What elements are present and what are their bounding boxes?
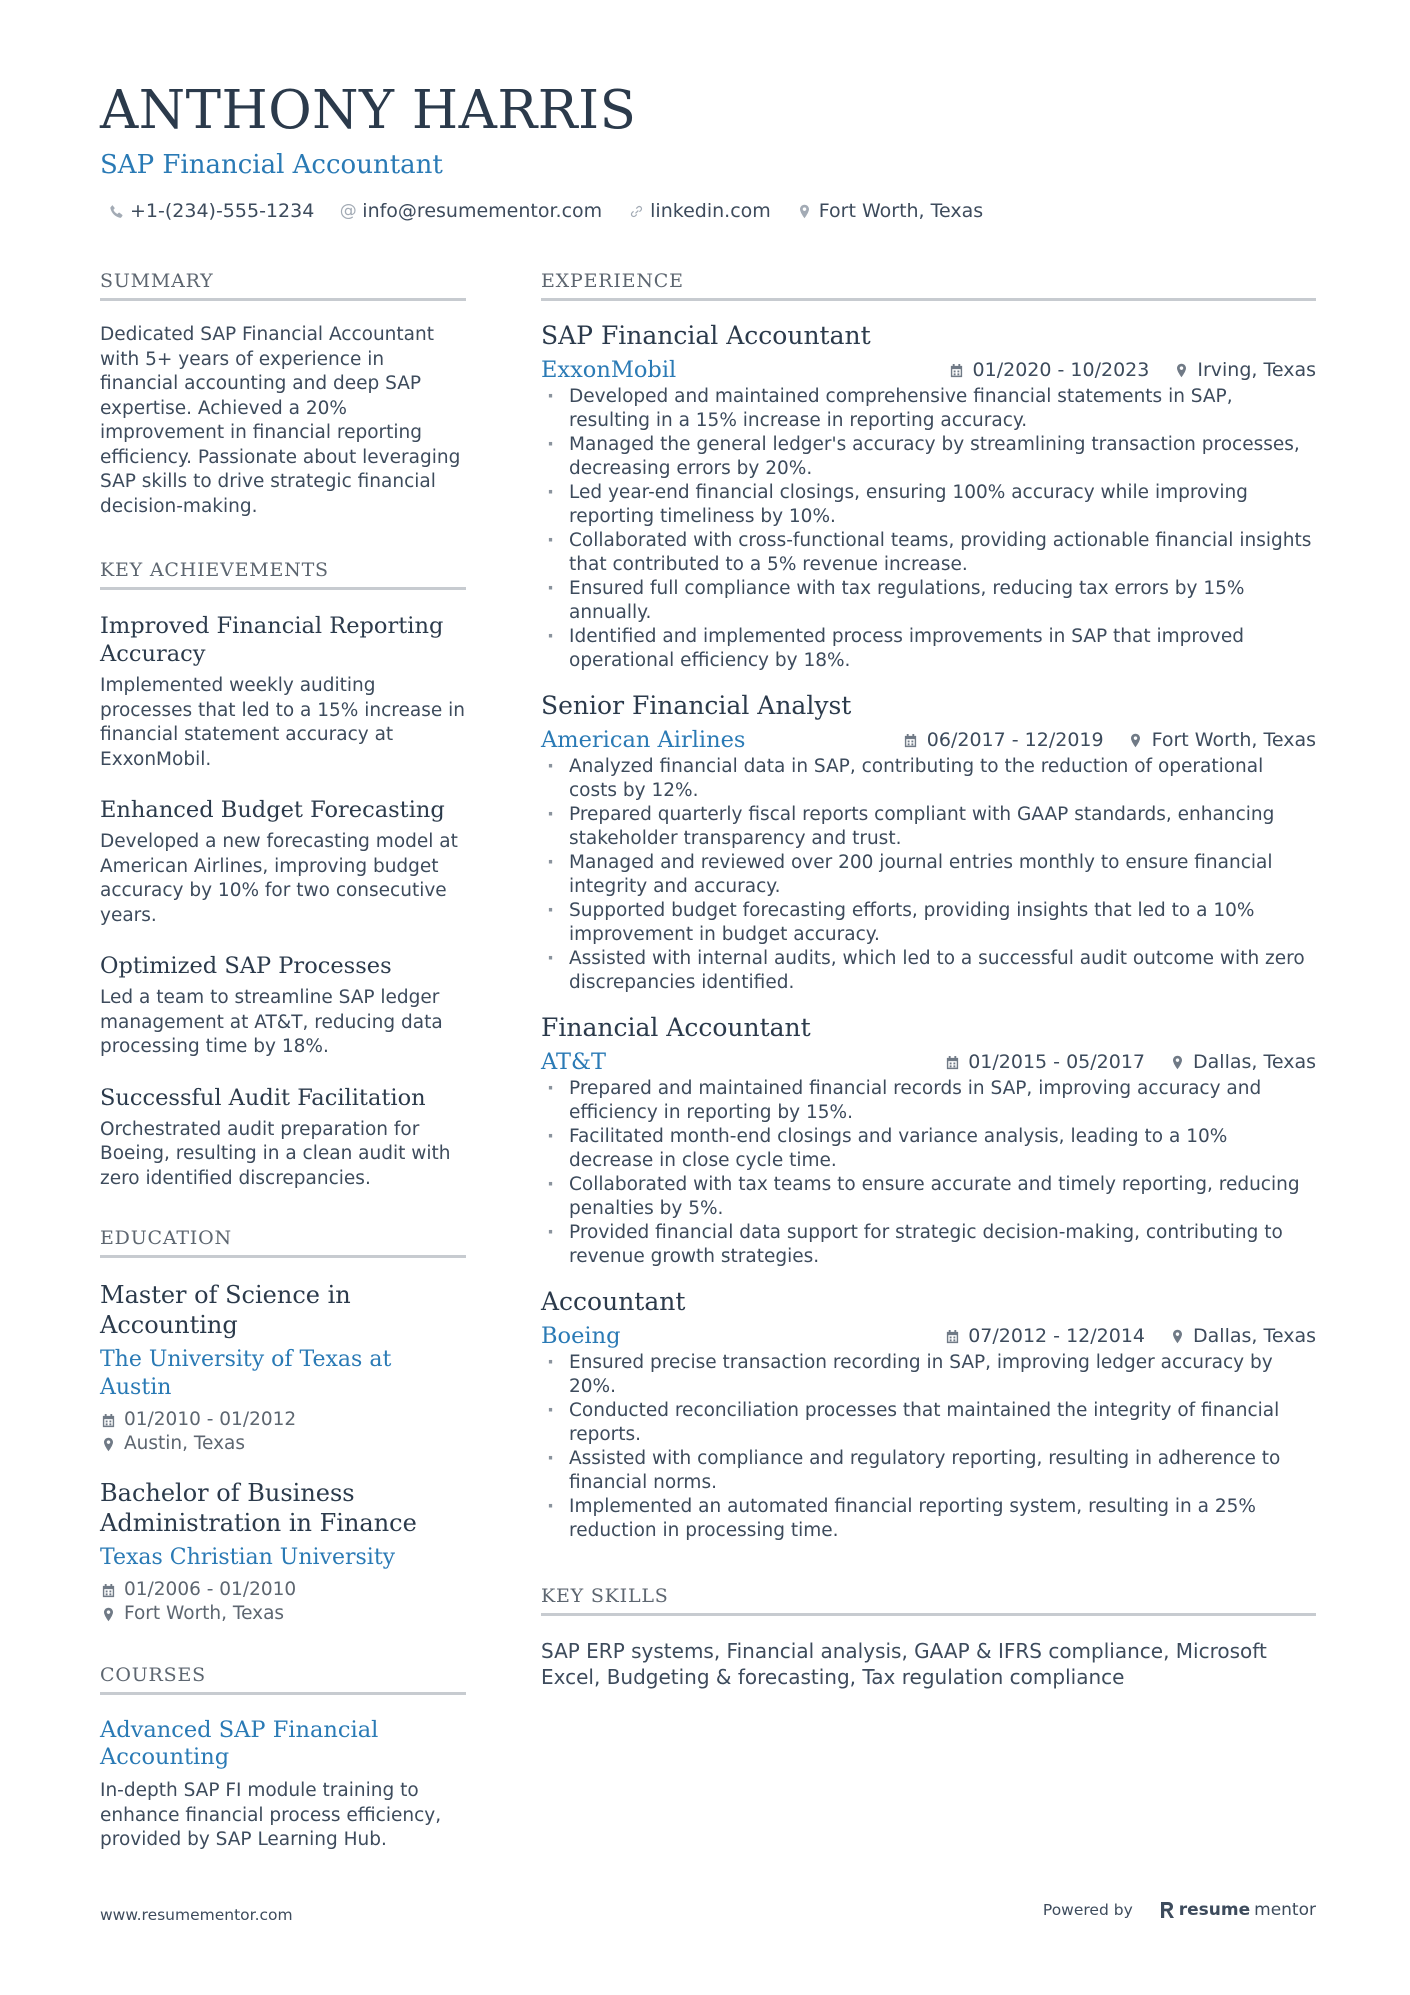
job-title: SAP Financial Accountant: [541, 321, 871, 350]
job-bullet: · Conducted reconciliation processes that maintained the integrity of financial reports.: [541, 1399, 1316, 1447]
phone-icon: [108, 203, 124, 219]
brand-mark-icon: [1159, 1901, 1175, 1919]
map-pin-icon: [1128, 732, 1144, 748]
calendar-icon: [100, 1412, 116, 1428]
job-bullet: · Facilitated month-end closings and variance analysis, leading to a 10% decrease in close cycle time.: [541, 1125, 1316, 1173]
at-icon: @: [339, 201, 357, 221]
courses-heading: COURSES: [100, 1664, 466, 1695]
experience-heading: EXPERIENCE: [541, 270, 1316, 301]
contact-location-text: Fort Worth, Texas: [818, 200, 984, 222]
job-item: [541, 691, 1316, 995]
job-bullet: · Managed the general ledger's accuracy by streamlining transaction processes, decreasing errors by 20%.: [541, 433, 1316, 481]
contact-email[interactable]: [340, 200, 602, 222]
job-row: [541, 1049, 1316, 1075]
job-item: [541, 321, 1316, 673]
calendar-icon: [100, 1582, 116, 1598]
job-meta: [944, 1051, 1316, 1073]
education-dates: [100, 1408, 466, 1432]
calendar-icon: [944, 1328, 960, 1344]
job-item: [541, 1013, 1316, 1269]
job-dates-text: 07/2012 - 12/2014: [968, 1325, 1146, 1347]
achievement-item: [100, 612, 466, 772]
education-school: The University of Texas at Austin: [100, 1347, 392, 1400]
contact-location: [797, 200, 983, 222]
education-location: [100, 1602, 466, 1626]
job-item: [541, 1287, 1316, 1543]
achievement-text: Implemented weekly auditing processes that led to a 15% increase in financial statement accuracy at ExxonMobil.: [100, 675, 465, 770]
education-dates-text: 01/2006 - 01/2010: [124, 1579, 297, 1600]
course-title: Advanced SAP Financial Accounting: [100, 1717, 379, 1770]
job-bullet: · Analyzed financial data in SAP, contributing to the reduction of operational costs by 12%.: [541, 755, 1316, 803]
education-item: [100, 1478, 466, 1626]
contact-linkedin-text: linkedin.com: [650, 200, 771, 222]
job-bullet: · Prepared quarterly fiscal reports compliant with GAAP standards, enhancing stakeholder transparency and trust.: [541, 803, 1316, 851]
education-degree: Master of Science in Accounting: [100, 1281, 351, 1339]
left-column: [100, 270, 466, 1853]
contact-bar: [108, 200, 983, 222]
candidate-role: SAP Financial Accountant: [100, 150, 443, 180]
job-title: Accountant: [541, 1287, 686, 1316]
course-item: [100, 1717, 466, 1853]
job-location: [1173, 359, 1316, 381]
job-row: [541, 1323, 1316, 1349]
job-dates: [949, 359, 1150, 381]
job-company: AT&T: [541, 1049, 607, 1075]
footer-website[interactable]: www.resumementor.com: [100, 1906, 293, 1924]
job-location-text: Irving, Texas: [1197, 359, 1316, 381]
link-icon: [628, 203, 644, 219]
job-bullet: · Supported budget forecasting efforts, providing insights that led to a 10% improvement in budget accuracy.: [541, 899, 1316, 947]
job-location-text: Dallas, Texas: [1193, 1325, 1316, 1347]
education-location: [100, 1432, 466, 1456]
achievement-item: [100, 952, 466, 1060]
job-bullets: [541, 1077, 1316, 1269]
job-bullet: · Led year-end financial closings, ensuring 100% accuracy while improving reporting timeliness by 10%.: [541, 481, 1316, 529]
job-bullet: · Provided financial data support for strategic decision-making, contributing to revenue growth strategies.: [541, 1221, 1316, 1269]
achievements-section: [100, 559, 466, 1191]
job-dates-text: 06/2017 - 12/2019: [926, 729, 1104, 751]
job-dates-text: 01/2020 - 10/2023: [972, 359, 1150, 381]
summary-text: Dedicated SAP Financial Accountant with 5+ years of experience in financial accounting and deep SAP expertise. Achieved a 20% improvement in financial reporting efficiency. Passionate about leveraging SAP skills to drive strategic financial decision-making.: [100, 324, 461, 517]
calendar-icon: [903, 732, 919, 748]
summary-section: [100, 270, 466, 519]
achievement-item: [100, 1084, 466, 1192]
job-dates-text: 01/2015 - 05/2017: [968, 1051, 1146, 1073]
achievement-title: Improved Financial Reporting Accuracy: [100, 613, 444, 667]
job-location: [1169, 1325, 1316, 1347]
footer-branding: [1043, 1900, 1316, 1920]
contact-linkedin[interactable]: [628, 200, 771, 222]
brand-mentor-text: mentor: [1254, 1900, 1316, 1920]
education-item: [100, 1280, 466, 1456]
courses-section: [100, 1664, 466, 1853]
job-company: American Airlines: [541, 727, 746, 753]
education-dates: [100, 1578, 466, 1602]
brand-logo[interactable]: [1159, 1900, 1316, 1920]
job-location-text: Dallas, Texas: [1193, 1051, 1316, 1073]
job-bullet: · Prepared and maintained financial records in SAP, improving accuracy and efficiency in reporting by 15%.: [541, 1077, 1316, 1125]
education-school: Texas Christian University: [100, 1545, 396, 1570]
education-section: [100, 1227, 466, 1626]
job-bullet: · Assisted with compliance and regulatory reporting, resulting in adherence to financial norms.: [541, 1447, 1316, 1495]
job-bullet: · Collaborated with cross-functional teams, providing actionable financial insights that contributed to a 5% revenue increase.: [541, 529, 1316, 577]
job-location: [1169, 1051, 1316, 1073]
job-bullet: · Managed and reviewed over 200 journal entries monthly to ensure financial integrity and accuracy.: [541, 851, 1316, 899]
education-location-text: Fort Worth, Texas: [124, 1603, 285, 1624]
achievement-title: Successful Audit Facilitation: [100, 1084, 426, 1111]
calendar-icon: [944, 1054, 960, 1070]
powered-by-text: Powered by: [1042, 1901, 1133, 1919]
education-degree: Bachelor of Business Administration in Finance: [100, 1479, 417, 1537]
achievement-title: Enhanced Budget Forecasting: [100, 797, 445, 823]
skills-text: SAP ERP systems, Financial analysis, GAAP & IFRS compliance, Microsoft Excel, Budgeting & forecasting, Tax regulation compliance: [541, 1639, 1267, 1689]
job-title: Senior Financial Analyst: [541, 691, 852, 720]
map-pin-icon: [100, 1436, 116, 1452]
job-meta: [949, 359, 1316, 381]
job-meta: [944, 1325, 1316, 1347]
right-column: [541, 270, 1316, 1690]
education-dates-text: 01/2010 - 01/2012: [124, 1409, 297, 1430]
job-bullet: · Developed and maintained comprehensive financial statements in SAP, resulting in a 15% increase in reporting accuracy.: [541, 385, 1316, 433]
contact-phone-text: +1-(234)-555-1234: [130, 200, 315, 222]
achievements-heading: KEY ACHIEVEMENTS: [100, 559, 466, 590]
job-bullet: · Assisted with internal audits, which led to a successful audit outcome with zero discrepancies identified.: [541, 947, 1316, 995]
achievement-text: Led a team to streamline SAP ledger management at AT&T, reducing data processing time by 18%.: [100, 987, 443, 1057]
map-pin-icon: [797, 203, 813, 219]
job-title: Financial Accountant: [541, 1013, 811, 1042]
map-pin-icon: [1173, 362, 1189, 378]
skills-section: [541, 1585, 1316, 1690]
map-pin-icon: [1169, 1328, 1185, 1344]
experience-section: [541, 270, 1316, 1543]
job-bullet: · Ensured full compliance with tax regulations, reducing tax errors by 15% annually.: [541, 577, 1316, 625]
job-bullet: · Ensured precise transaction recording in SAP, improving ledger accuracy by 20%.: [541, 1351, 1316, 1399]
course-text: In-depth SAP FI module training to enhance financial process efficiency, provided by SAP Learning Hub.: [100, 1780, 442, 1850]
achievement-title: Optimized SAP Processes: [100, 953, 392, 979]
map-pin-icon: [100, 1606, 116, 1622]
job-location-text: Fort Worth, Texas: [1151, 729, 1316, 751]
job-row: [541, 727, 1316, 753]
calendar-icon: [949, 362, 965, 378]
achievement-item: [100, 796, 466, 928]
education-location-text: Austin, Texas: [124, 1433, 246, 1454]
candidate-name: ANTHONY HARRIS: [100, 80, 637, 141]
achievement-text: Developed a new forecasting model at American Airlines, improving budget accuracy by 10% for two consecutive years.: [100, 831, 458, 926]
contact-email-text: info@resumementor.com: [362, 200, 603, 222]
summary-heading: SUMMARY: [100, 270, 466, 301]
job-dates: [944, 1325, 1145, 1347]
job-company: Boeing: [541, 1323, 621, 1349]
skills-heading: KEY SKILLS: [541, 1585, 1316, 1616]
job-bullets: [541, 385, 1316, 673]
job-meta: [903, 729, 1316, 751]
job-bullets: [541, 1351, 1316, 1543]
contact-phone[interactable]: [108, 200, 314, 222]
map-pin-icon: [1169, 1054, 1185, 1070]
job-bullet: · Implemented an automated financial reporting system, resulting in a 25% reduction in processing time.: [541, 1495, 1316, 1543]
education-heading: EDUCATION: [100, 1227, 466, 1258]
achievement-text: Orchestrated audit preparation for Boeing, resulting in a clean audit with zero identified discrepancies.: [100, 1118, 451, 1189]
job-dates: [944, 1051, 1145, 1073]
job-bullet: · Collaborated with tax teams to ensure accurate and timely reporting, reducing penalties by 5%.: [541, 1173, 1316, 1221]
job-company: ExxonMobil: [541, 357, 677, 383]
job-row: [541, 357, 1316, 383]
job-dates: [903, 729, 1104, 751]
job-bullet: · Identified and implemented process improvements in SAP that improved operational efficiency by 18%.: [541, 625, 1316, 673]
job-location: [1128, 729, 1316, 751]
job-bullets: [541, 755, 1316, 995]
brand-resume-text: resume: [1178, 1900, 1251, 1920]
